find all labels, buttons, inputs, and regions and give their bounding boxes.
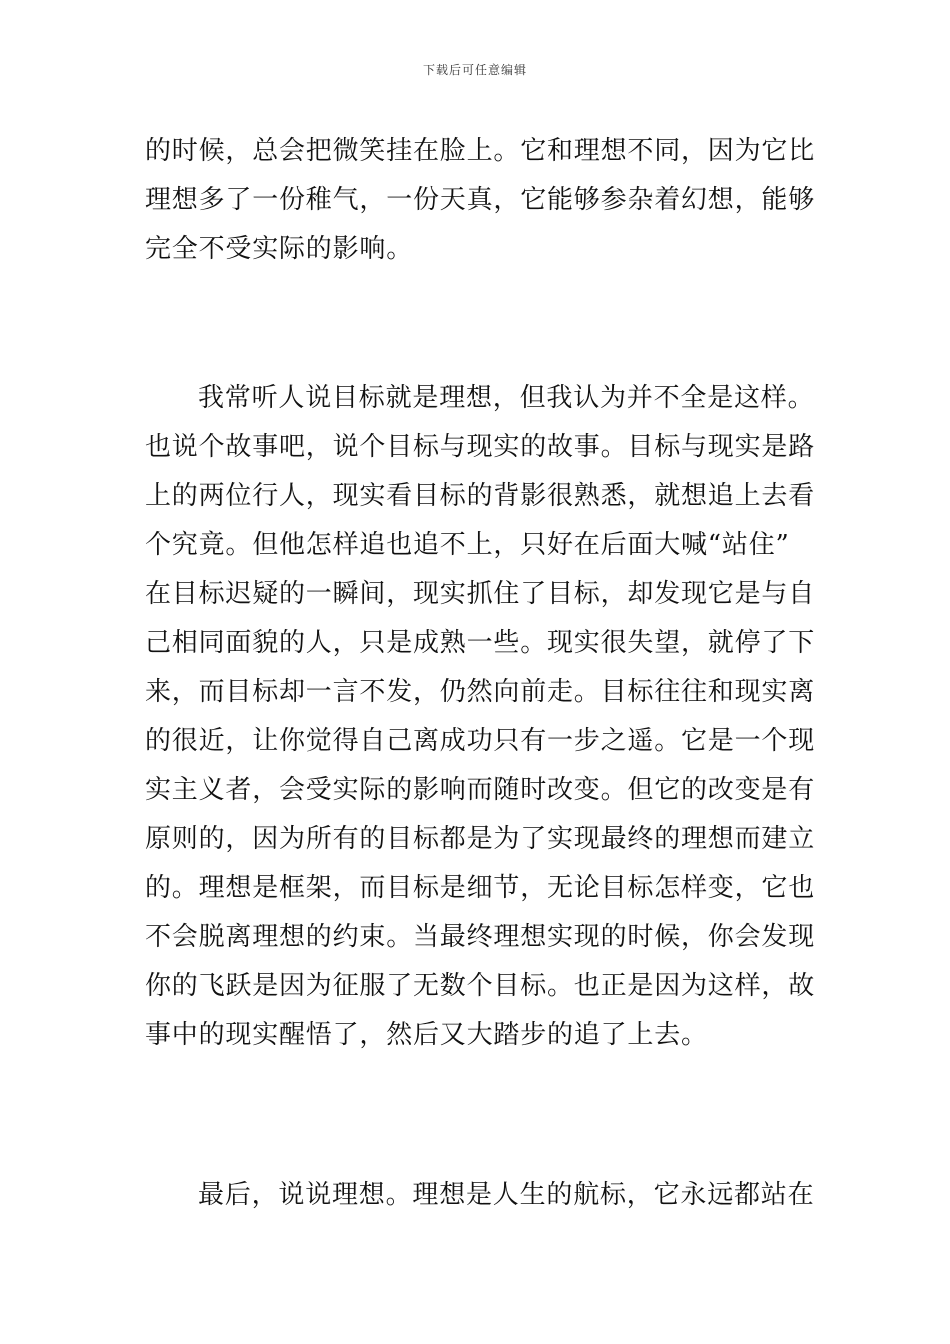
paragraph-line: 事中的现实醒悟了，然后又大踏步的追了上去。 — [145, 1020, 708, 1050]
paragraph-line: 也说个故事吧，说个目标与现实的故事。目标与现实是路 — [145, 432, 816, 462]
paragraph-line: 实主义者，会受实际的影响而随时改变。但它的改变是有 — [145, 775, 816, 805]
paragraph-line: 原则的，因为所有的目标都是为了实现最终的理想而建立 — [145, 824, 816, 854]
paragraph-line: 的时候，总会把微笑挂在脸上。它和理想不同，因为它比 — [145, 136, 816, 166]
paragraph-line: 个究竟。但他怎样追也追不上，只好在后面大喊“站住” — [145, 530, 790, 560]
paragraph-line: 己相同面貌的人，只是成熟一些。现实很失望，就停了下 — [145, 628, 816, 658]
paragraph-line: 最后，说说理想。理想是人生的航标，它永远都站在 — [198, 1180, 815, 1210]
paragraph-line: 完全不受实际的影响。 — [145, 234, 414, 264]
paragraph-line: 的。理想是框架，而目标是细节，无论目标怎样变，它也 — [145, 873, 816, 903]
paragraph-line: 你的飞跃是因为征服了无数个目标。也正是因为这样，故 — [145, 971, 816, 1001]
paragraph-line: 我常听人说目标就是理想，但我认为并不全是这样。 — [198, 383, 815, 413]
header-note: 下载后可任意编辑 — [422, 63, 527, 77]
paragraph-1 — [145, 127, 816, 274]
paragraph-line: 来，而目标却一言不发，仍然向前走。目标往往和现实离 — [145, 677, 816, 707]
paragraph-line: 的很近，让你觉得自己离成功只有一步之遥。它是一个现 — [145, 726, 816, 756]
paragraph-3 — [145, 1171, 815, 1220]
paragraph-line: 理想多了一份稚气，一份天真，它能够参杂着幻想，能够 — [145, 185, 816, 215]
paragraph-line: 不会脱离理想的约束。当最终理想实现的时候，你会发现 — [145, 922, 816, 952]
paragraph-line: 上的两位行人，现实看目标的背影很熟悉，就想追上去看 — [145, 481, 816, 511]
paragraph-2 — [145, 374, 816, 1060]
paragraph-line: 在目标迟疑的一瞬间，现实抓住了目标，却发现它是与自 — [145, 579, 816, 609]
